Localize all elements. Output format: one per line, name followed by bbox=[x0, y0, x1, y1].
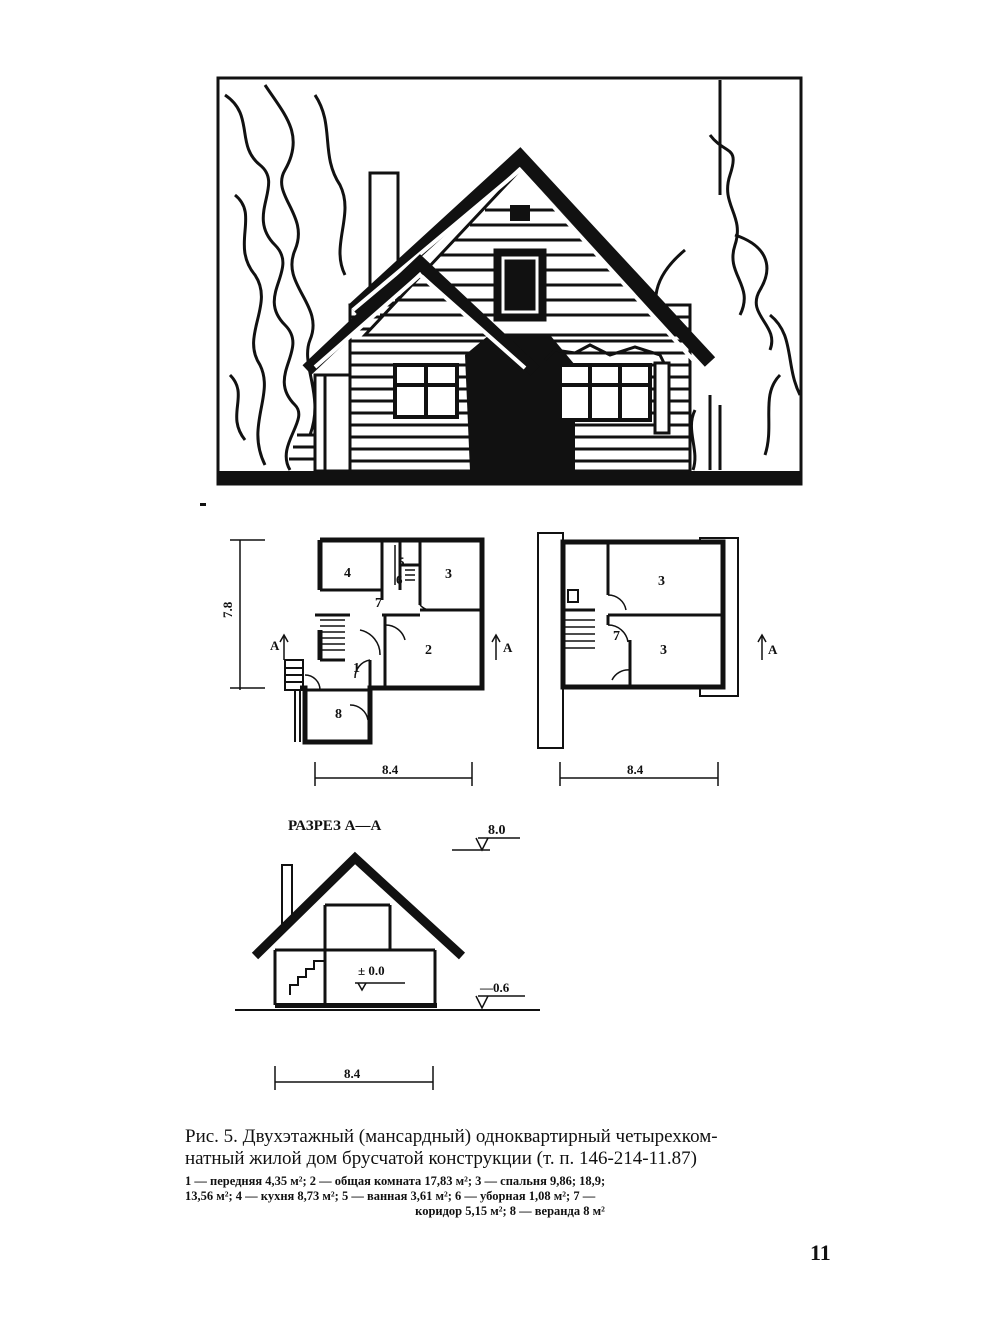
plan1-section-mark-left: A bbox=[270, 638, 280, 653]
legend-line-3: коридор 5,15 м²; 8 — веранда 8 м² bbox=[415, 1204, 605, 1218]
ground-floor-plan bbox=[220, 530, 520, 800]
stray-mark bbox=[200, 503, 206, 506]
plan2-dim-width: 8.4 bbox=[627, 762, 644, 777]
room-7-label: 7 bbox=[375, 596, 382, 611]
upper-room-3a-label: 3 bbox=[658, 574, 665, 589]
room-1-label: 1 bbox=[353, 661, 360, 676]
upper-floor-plan bbox=[530, 530, 800, 800]
room-4-label: 4 bbox=[344, 566, 351, 581]
section-title: РАЗРЕЗ А—А bbox=[288, 818, 382, 834]
plan1-dim-width: 8.4 bbox=[382, 762, 399, 777]
upper-room-3b-label: 3 bbox=[660, 643, 667, 658]
room-3-label: 3 bbox=[445, 567, 452, 582]
plan1-dim-height: 7.8 bbox=[220, 601, 235, 618]
page-number: 11 bbox=[810, 1240, 831, 1265]
figure-caption bbox=[185, 1126, 835, 1170]
section-dim-width: 8.4 bbox=[344, 1066, 361, 1081]
section-chimney bbox=[282, 865, 292, 923]
caption-line-1: Рис. 5. Двухэтажный (мансардный) одноквартирный четырехком- bbox=[185, 1126, 718, 1147]
section-a-a bbox=[230, 810, 540, 1100]
section-top-level: 8.0 bbox=[488, 823, 506, 838]
plan1-section-mark-right: A bbox=[503, 640, 513, 655]
caption-line-2: натный жилой дом брусчатой конструкции (т. п. 146-214-11.87) bbox=[185, 1148, 698, 1169]
section-floor-level: ± 0.0 bbox=[358, 963, 385, 978]
legend-line-1: 1 — передняя 4,35 м²; 2 — общая комната 17,83 м²; 3 — спальня 9,86; 18,9; bbox=[185, 1174, 606, 1188]
upper-room-7-label: 7 bbox=[613, 629, 620, 644]
legend-line-2: 13,56 м²; 4 — кухня 8,73 м²; 5 — ванная 3,61 м²; 6 — уборная 1,08 м²; 7 — bbox=[185, 1189, 596, 1203]
right-window bbox=[560, 365, 650, 420]
room-8-label: 8 bbox=[335, 707, 342, 722]
house-facade-illustration bbox=[215, 75, 805, 490]
room-6-label: 6 bbox=[396, 572, 403, 587]
section-ground-level: —0.6 bbox=[480, 980, 510, 995]
room-legend bbox=[185, 1174, 835, 1219]
room-2-label: 2 bbox=[425, 643, 432, 658]
room-5-label: 5 bbox=[398, 554, 405, 569]
plan2-section-mark: A bbox=[768, 642, 778, 657]
